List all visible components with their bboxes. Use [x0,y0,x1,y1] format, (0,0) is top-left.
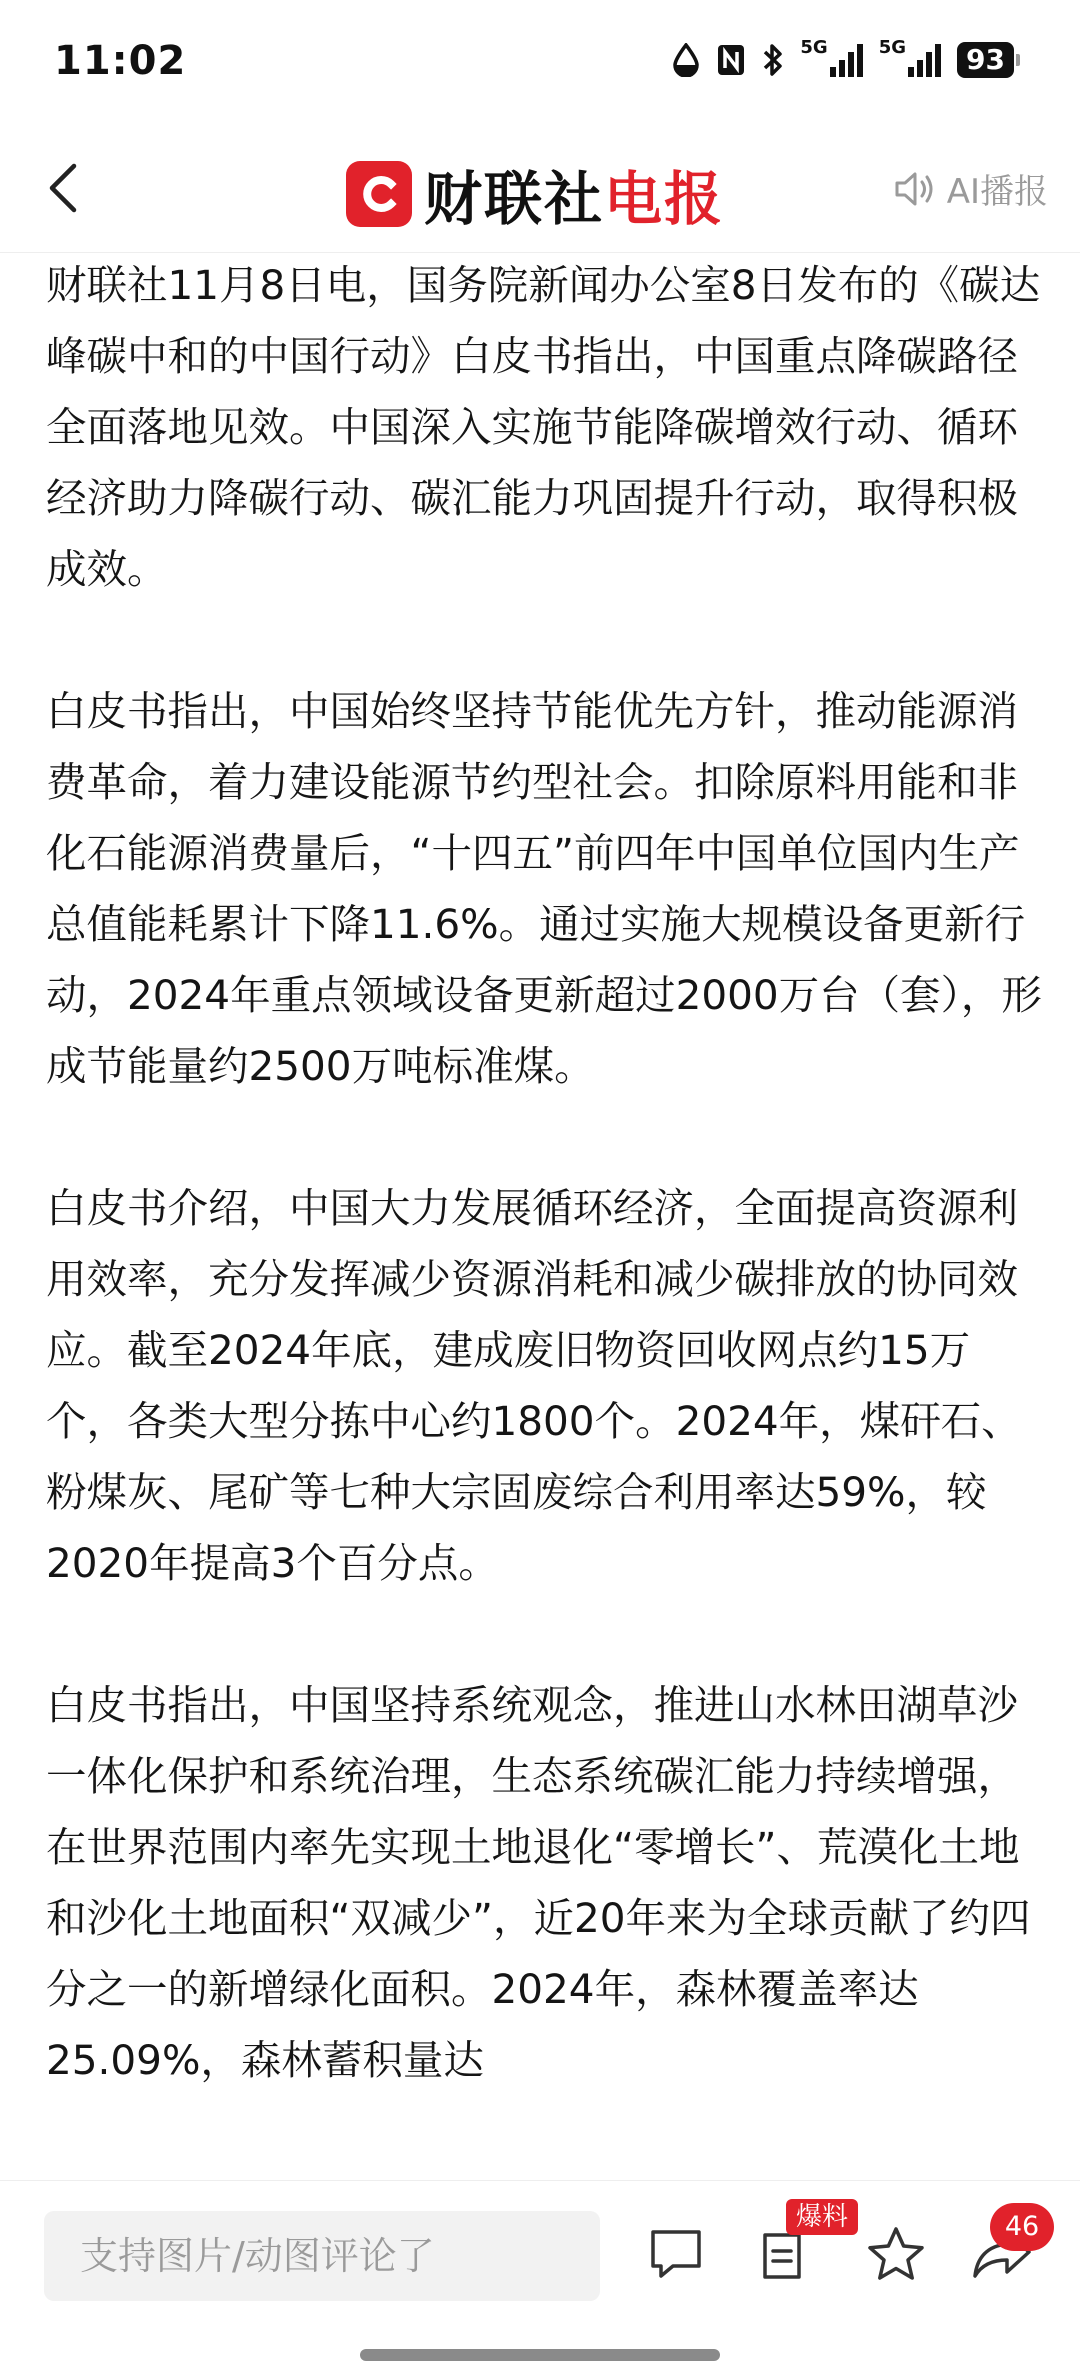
speaker-icon [893,169,937,209]
article-paragraph: 白皮书指出，中国始终坚持节能优先方针，推动能源消费革命，着力建设能源节约型社会。扣除原料用能和非化石能源消费量后，“十四五”前四年中国单位国内生产总值能耗累计下降11.6%。通过实施大规模设备更新行动，2024年重点领域设备更新超过2000万台（套），形成节能量约2500万吨标准煤。 [46,687,1042,1090]
nfc-icon [716,40,746,80]
status-time: 11:02 [54,38,187,84]
home-indicator[interactable] [360,2349,720,2361]
article-fade [0,2110,1080,2180]
comment-icon [647,2226,705,2282]
logo-text [424,152,724,236]
logo-c-icon [346,161,412,227]
article-paragraph: 白皮书介绍，中国大力发展循环经济，全面提高资源利用效率，充分发挥减少资源消耗和减少碳排放的协同效应。截至2024年底，建成废旧物资回收网点约15万个，各类大型分拣中心约1800个。2024年，煤矸石、粉煤灰、尾矿等七种大宗固废综合利用率达59%，较2020年提高3个百分点。 [46,1184,1022,1587]
logo-text-part1: 财联社 [424,165,605,233]
status-icons [672,37,1020,80]
chevron-left-icon [40,158,90,218]
article-paragraph: 白皮书指出，中国坚持系统观念，推进山水林田湖草沙一体化保护和系统治理，生态系统碳汇能力持续增强，在世界范围内率先实现土地退化“零增长”、荒漠化土地和沙化土地面积“双减少”，近20年来为全球贡献了约四分之一的新增绿化面积。2024年，森林覆盖率达25.09%，森林蓄积量达 [46,1681,1031,2084]
ai-broadcast-button[interactable] [893,164,1048,213]
ai-broadcast-label: AI播报 [946,172,1048,212]
article-paragraph: 财联社11月8日电，国务院新闻办公室8日发布的《碳达峰碳中和的中国行动》白皮书指出，中国重点降碳路径全面落地见效。中国深入实施节能降碳增效行动、循环经济助力降碳行动、碳汇能力巩固提升行动，取得积极成效。 [46,261,1041,593]
star-icon [866,2225,926,2283]
comment-input[interactable]: 支持图片/动图评论了 [44,2211,600,2301]
back-button[interactable] [40,158,90,218]
status-bar [0,0,1080,120]
bluetooth-icon [762,40,784,80]
comment-button[interactable] [644,2219,708,2289]
logo-text-part2: 电报 [604,165,725,233]
app-logo [346,152,724,236]
battery-icon: 93 [957,40,1020,80]
favorite-button[interactable] [864,2219,928,2289]
share-count-badge: 46 [990,2203,1054,2251]
tip-off-badge: 爆料 [786,2199,858,2235]
bottom-action-bar [0,2180,1080,2377]
app-header [0,120,1080,253]
water-drop-icon [672,40,700,80]
signal-icon-2: 5G [879,40,941,80]
signal-icon-1: 5G [800,40,862,80]
article-body [46,250,1046,2180]
